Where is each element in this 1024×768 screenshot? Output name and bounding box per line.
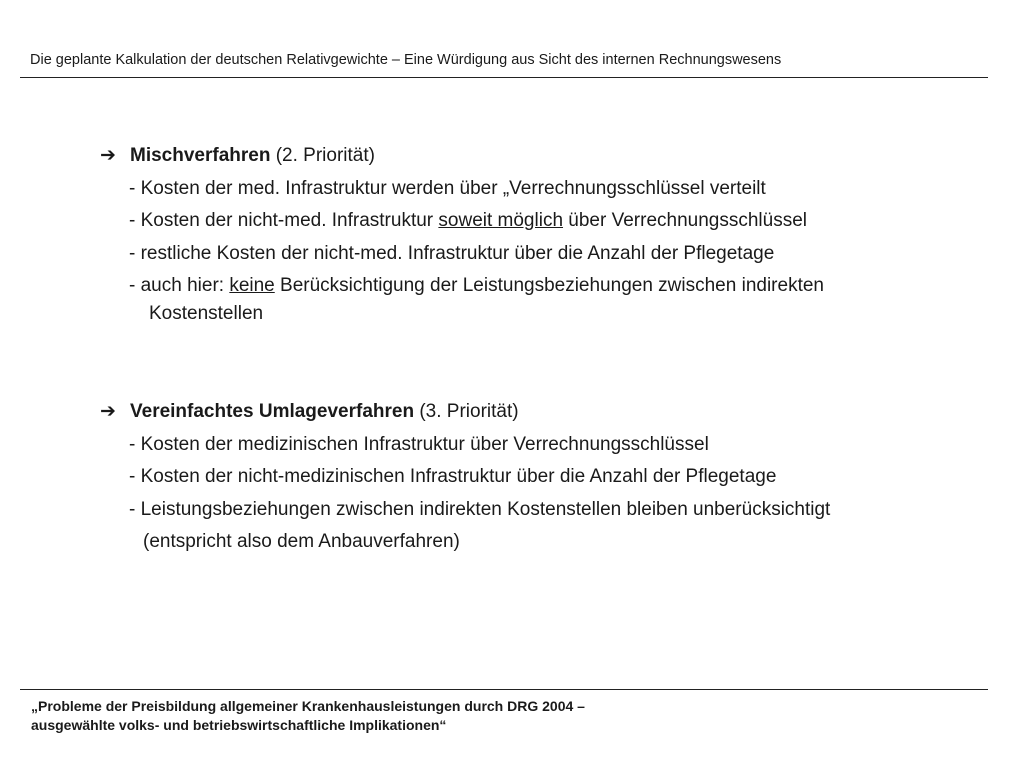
list-item: - restliche Kosten der nicht-med. Infrastruktur über die Anzahl der Pflegetage	[129, 242, 775, 264]
list-item: - Kosten der nicht-medizinischen Infrastruktur über die Anzahl der Pflegetage	[129, 466, 777, 487]
list-item-text: - auch hier:	[129, 275, 230, 296]
emphasis-underlined: keine	[229, 275, 275, 296]
section-heading: Mischverfahren	[130, 145, 271, 166]
list-item: - Kosten der med. Infrastruktur werden über „Verrechnungsschlüssel verteilt	[129, 177, 766, 199]
list-item: - Leistungsbeziehungen zwischen indirekten Kostenstellen bleiben unberücksichtigt	[129, 498, 831, 520]
footer-line: „Probleme der Preisbildung allgemeiner Krankenhausleistungen durch DRG 2004 –	[31, 698, 585, 714]
section-priority: (3. Priorität)	[419, 401, 519, 422]
slide-header-title: Die geplante Kalkulation der deutschen Relativgewichte – Eine Würdigung aus Sicht des internen Rechnungswesens	[30, 52, 782, 68]
section-vereinfachtes-umlageverfahren	[100, 396, 830, 559]
header-divider	[20, 77, 988, 78]
section-heading-line	[100, 140, 824, 173]
list-item-text: - Kosten der nicht-med. Infrastruktur	[129, 210, 439, 231]
section-heading-line	[100, 396, 830, 429]
emphasis-underlined: soweit möglich	[438, 210, 564, 231]
list-item-text: über Verrechnungsschlüssel	[563, 210, 807, 231]
list-item-text: Berücksichtigung der Leistungsbeziehungen zwischen indirekten	[274, 275, 824, 296]
list-item-continuation: Kostenstellen	[149, 302, 264, 324]
slide-footer	[31, 697, 585, 735]
list-item	[100, 270, 824, 303]
list-item-continuation: (entspricht also dem Anbauverfahren)	[143, 531, 460, 552]
section-mischverfahren	[100, 140, 824, 325]
right-arrow-icon: ➔	[100, 145, 116, 166]
footer-divider	[20, 689, 988, 690]
right-arrow-icon: ➔	[100, 401, 116, 422]
list-item: - Kosten der medizinischen Infrastruktur über Verrechnungsschlüssel	[129, 433, 709, 455]
list-item	[100, 205, 824, 238]
section-priority: (2. Priorität)	[275, 145, 375, 166]
section-heading: Vereinfachtes Umlageverfahren	[130, 401, 415, 422]
footer-line: ausgewählte volks- und betriebswirtschaftliche Implikationen“	[31, 717, 447, 733]
